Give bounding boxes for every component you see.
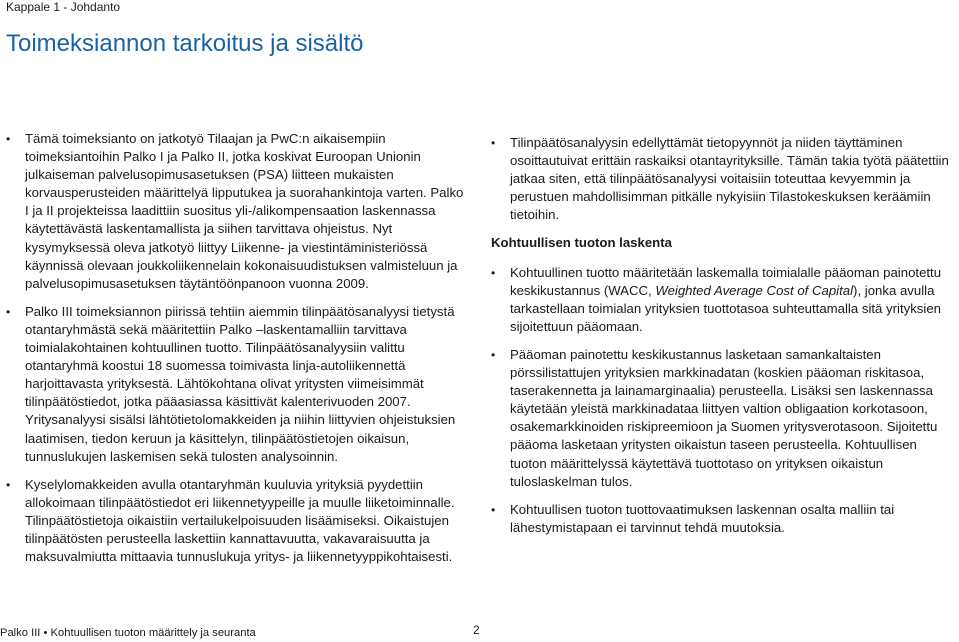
paragraph: Tilinpäätösanalyysin edellyttämät tietopyynnöt ja niiden täyttäminen osoittautuivat erittäin raskaiksi otantayrityksille. Tämän takia työtä päätettiin jatkaa siten, että tilinpäätösanalyysi voitaisiin toteuttaa kevyemmin ja perustuen mahdollisimman pitkälle nykyisiin Tilastokeskuksen keräämiin tietoihin. (510, 135, 949, 223)
paragraph: Tämä toimeksianto on jatkotyö Tilaajan ja PwC:n aikaisempiin toimeksiantoihin Palko I ja Palko II, jotka koskivat Euroopan Unionin julkaiseman palvelusopimusasetuksen (PSA) liitteen mukaisten korvausperusteiden määrittelyä lipputukea ja suorahankintoja varten. Palko I ja II projekteissa laadittiin suositus yli-/alikompensaation laskennassa käytettävästä laskentamallista ja siihen tarvittava ohjeistus. Nyt kysymyksessä oleva jatkotyö liittyy Liikenne- ja viestintäministeriössä käynnissä olevaan joukkoliikennelain kokonaisuudistuksen valmisteluun ja palvelusopimusasetuksen täytäntöönpanoon vuonna 2009. (25, 131, 464, 291)
list-item (6, 130, 467, 293)
bullet-icon: • (6, 477, 11, 492)
text-run: Kohtuullinen tuotto määritetään laskemalla toimialalle pääoman painotettu keskikustannus (WACC, (510, 264, 942, 298)
right-intro-list (491, 134, 953, 224)
bullet-icon: • (6, 304, 11, 319)
left-column (6, 130, 467, 576)
page-number: 2 (473, 623, 480, 637)
bullet-icon: • (491, 502, 496, 517)
chapter-header: Kappale 1 - Johdanto (6, 0, 121, 14)
bullet-icon: • (491, 265, 496, 280)
list-item (491, 346, 953, 491)
right-bullet-list (491, 264, 953, 537)
right-column (491, 134, 953, 547)
section-subheading: Kohtuullisen tuoton laskenta (491, 235, 672, 251)
bullet-icon: • (6, 132, 11, 146)
paragraph: Palko III toimeksiannon piirissä tehtiin aiemmin tilinpäätösanalyysi tietystä otantaryhmästä sekä määritettiin Palko –laskentamalliin tarvittava toimialakohtainen kohtuullinen tuotto. Tilinpäätösanalyysiin valittu otantaryhmä koostui 18 suomessa toimivasta linja-autoliikennettä harjoittavasta yrityksestä. Lähtökohtana olivat yritysten viimeisimmät tilinpäätöstiedot, jotka pääasiassa käsittivät kalenterivuoden 2007. Yritysanalyysi sisälsi lähtötietolomakkeiden ja niihin liittyvien ohjeistuksien laatimisen, tiedon keruun ja käsittelyn, tilinpäätöstietojen oikaisun, tunnuslukujen laskemisen sekä tulosten analysoinnin. (25, 303, 456, 464)
paragraph (510, 264, 953, 336)
bullet-icon: • (491, 136, 496, 150)
page-title: Toimeksiannon tarkoitus ja sisältö (6, 30, 364, 57)
footer-document-title: Palko III • Kohtuullisen tuoton määrittely ja seuranta (0, 627, 256, 639)
italic-term: Weighted Average Cost of Capital (655, 282, 854, 298)
list-item (6, 303, 467, 466)
list-item (491, 264, 953, 336)
list-item (491, 134, 953, 224)
bullet-icon: • (491, 347, 496, 362)
left-bullet-list (6, 130, 467, 566)
paragraph: Kohtuullisen tuoton tuottovaatimuksen laskennan osalta malliin tai lähestymistapaan ei tarvinnut tehdä muutoksia. (510, 501, 895, 535)
paragraph: Pääoman painotettu keskikustannus lasketaan samankaltaisten pörssilistattujen yrityksien markkinadatan (koskien pääoman riskitasoa, taserakennetta ja lainamarginaalia) perusteella. Lisäksi sen laskennassa käytetään yleistä markkinadataa liittyen valtion obligaation korkotasoon, osakemarkkinoiden riskipreemioon ja Suomen yritysverotasoon. Sijoitettu pääoma lasketaan yritysten oikaistun taseen perusteella. Kohtuullisen tuoton määrittelyssä käytettävä tuottotaso on yrityksen oikaistun tuloslaskelman tulos. (510, 346, 938, 489)
text-run: ), jonka avulla tarkastellaan toimialan yrityksien tuottotasoa suhteuttamalla sitä yrityksien sijoitettuun pääomaan. (510, 282, 941, 334)
paragraph: Kyselylomakkeiden avulla otantaryhmän kuuluvia yrityksiä pyydettiin allokoimaan tilinpäätöstiedot eri liikennetyypeille ja muulle liiketoiminnalle. Tilinpäätöstietoja oikaistiin vertailukelpoisuuden lisäämiseksi. Oikaistujen tilinpäätösten perusteella laskettiin kannattavuutta, vakavaraisuutta ja maksuvalmiutta mittaavia tunnuslukuja yritys- ja liikennetyyppikohtaisesti. (25, 476, 455, 565)
list-item (6, 476, 467, 566)
list-item (491, 501, 953, 537)
